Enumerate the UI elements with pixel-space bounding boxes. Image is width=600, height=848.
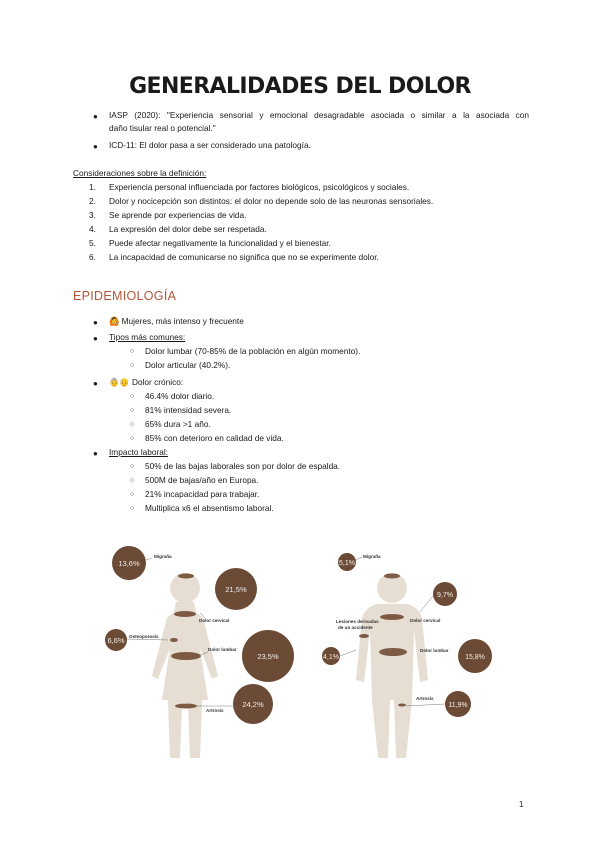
list-item: 65% dura >1 año. [145,419,211,429]
male-label-arthrosis: Artrosis [416,696,434,701]
male-figure [356,573,428,758]
male-value-lumbar: 15,8% [465,654,485,661]
icd11-note: ICD-11: El dolor pasa a ser considerado una patología. [109,140,311,150]
page-number: 1 [519,800,524,809]
sub-bullet-icon: ○ [130,491,135,498]
sub-bullet-icon: ○ [130,407,135,414]
sub-bullet-icon: ○ [130,393,135,400]
male-label-lumbar: Dolor lumbar [420,648,449,653]
male-label-cervical: Dolor cervical [410,618,441,623]
list-item: 46.4% dolor diario. [145,391,215,401]
iasp-definition-line2: daño tisular real o potencial." [109,123,216,133]
list-item: Se aprende por experiencias de vida. [109,210,247,220]
female-label-lumbar: Dolor lumbar [208,647,237,652]
list-item: 500M de bajas/año en Europa. [145,475,259,485]
female-value-migraine: 13,6% [118,559,140,568]
female-label-cervical: Dolor cervical [199,618,230,623]
female-value-lumbar: 23,5% [257,652,279,661]
male-label-injuries-line2: de un accidente [338,625,373,630]
list-number: 2. [89,196,96,206]
male-label-migraine: Migraña [363,554,381,559]
iasp-definition-line1: IASP (2020): "Experiencia sensorial y emocional desagradable asociada o similar a la asociada con [109,110,529,120]
sub-bullet-icon: ○ [130,463,135,470]
list-item: Dolor lumbar (70-85% de la población en algún momento). [145,346,361,356]
bullet-icon: ● [93,318,98,327]
list-item: 21% incapacidad para trabajar. [145,489,260,499]
sub-bullet-icon: ○ [130,477,135,484]
sub-bullet-icon: ○ [130,362,135,369]
bullet-icon: ● [93,449,98,458]
types-heading: Tipos más comunes: [109,332,186,342]
male-label-injuries-line1: Lesiones derivadas [336,619,379,624]
male-value-cervical: 9,7% [437,592,453,599]
bullet-icon: ● [93,334,98,343]
list-number: 3. [89,210,96,220]
female-label-migraine: Migraña [154,554,172,559]
women-note: 🙆 Mujeres, más intenso y frecuente [109,316,244,326]
bullet-icon: ● [93,112,98,121]
section-heading-epidemiology: EPIDEMIOLOGÍA [73,289,177,303]
list-item: Experiencia personal influenciada por factores biológicos, psicológicos y sociales. [109,182,410,192]
female-label-osteoporosis: Osteoporosis [129,634,159,639]
female-value-arthrosis: 24,2% [242,700,264,709]
male-value-injuries: 4,1% [323,654,339,661]
female-value-cervical: 21,5% [225,585,247,594]
female-label-arthrosis: Artrosis [206,708,224,713]
list-number: 4. [89,224,96,234]
list-item: La incapacidad de comunicarse no significa que no se experimente dolor. [109,252,379,262]
list-item: 85% con deterioro en calidad de vida. [145,433,284,443]
list-item: La expresión del dolor debe ser respetada. [109,224,267,234]
list-number: 1. [89,182,96,192]
page-title: GENERALIDADES DEL DOLOR [129,74,471,99]
list-item: Puede afectar negativamente la funcionalidad y el bienestar. [109,238,331,248]
sub-bullet-icon: ○ [130,505,135,512]
male-value-arthrosis: 11,9% [448,702,468,709]
list-item: 50% de las bajas laborales son por dolor de espalda. [145,461,341,471]
list-number: 5. [89,238,96,248]
list-item: Multiplica x6 el absentismo laboral. [145,503,274,513]
impact-heading: Impacto laboral: [109,447,169,457]
bullet-icon: ● [93,142,98,151]
female-figure [152,573,218,758]
list-item: Dolor y nocicepción son distintos: el dolor no depende solo de las neuronas sensoriales. [109,196,434,206]
chronic-heading: 👵👴 Dolor crónico: [109,377,184,387]
bullet-icon: ● [93,379,98,388]
list-item: 81% intensidad severa. [145,405,232,415]
female-value-osteoporosis: 6,6% [107,636,125,645]
sub-bullet-icon: ○ [130,421,135,428]
male-value-migraine: 5,1% [339,560,355,567]
sub-bullet-icon: ○ [130,435,135,442]
considerations-heading: Consideraciones sobre la definición: [73,168,207,178]
sub-bullet-icon: ○ [130,348,135,355]
list-item: Dolor articular (40.2%). [145,360,231,370]
list-number: 6. [89,252,96,262]
